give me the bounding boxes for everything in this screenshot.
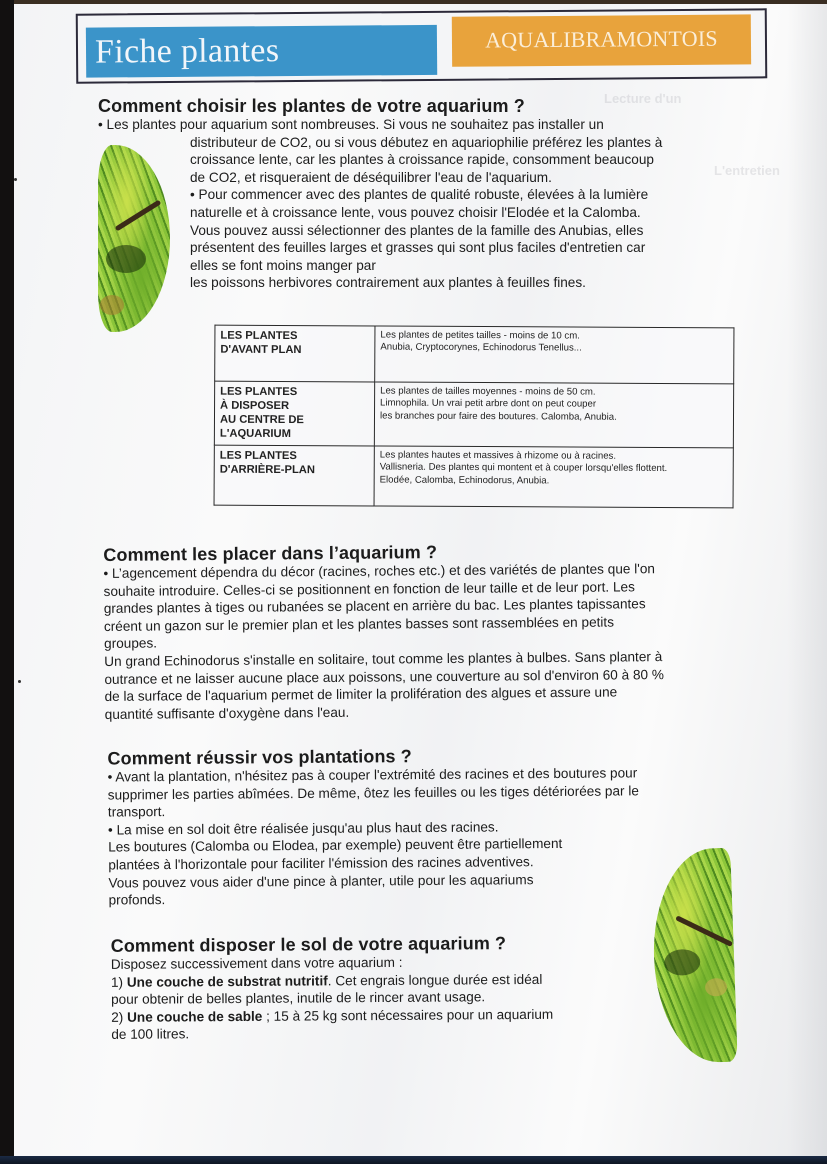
table-row — [214, 381, 733, 448]
text-line: elles se font moins manger par — [190, 257, 376, 273]
table-cell-category — [214, 381, 374, 446]
text-line: plantées à l'horizontale pour faciliter l'émission des racines adventives. — [108, 854, 534, 873]
scan-border-bottom — [0, 1156, 827, 1164]
header-banner — [76, 8, 768, 83]
text-line: Un grand Echinodorus s'installe en solitaire, tout comme les plantes à bulbes. Sans planter à — [104, 649, 663, 669]
section-title: Comment réussir vos plantations ? — [107, 746, 412, 769]
driftwood-detail — [675, 915, 733, 947]
emphasis: Une couche de substrat nutritif — [126, 972, 328, 990]
table-cell-description — [374, 382, 733, 448]
category-line: L'AQUARIUM — [219, 427, 291, 441]
scan-speck — [14, 178, 17, 181]
text-line: outrance et ne laisser aucune place aux poissons, une couverture au sol d'environ 60 à 80 % — [104, 666, 664, 687]
document-page — [14, 4, 827, 1156]
page-title: Fiche plantes — [86, 25, 437, 78]
category-line: LES PLANTES — [219, 449, 297, 463]
category-line: AU CENTRE DE — [219, 413, 304, 427]
table-cell-description — [375, 326, 734, 384]
text-line: créent un gazon sur le premier plan et les plantes basses sont rassemblées en petits — [103, 614, 615, 634]
section-substrate — [111, 932, 652, 1044]
text-line: de CO2, et risqueraient de déséquilibrer l'eau de l'aquarium. — [190, 169, 552, 185]
text-line: profonds. — [108, 892, 166, 908]
text-line: Disposez successivement dans votre aquarium : — [110, 954, 403, 972]
category-line: D'AVANT PLAN — [220, 343, 302, 357]
scan-border-left — [0, 0, 14, 1164]
section-title: Comment les placer dans l’aquarium ? — [103, 542, 438, 565]
emphasis: Une couche de sable — [127, 1008, 263, 1025]
description-line: Les plantes hautes et massives à rhizome ou à racines. — [379, 449, 617, 462]
section-placement — [103, 539, 785, 723]
description-line: Limnophila. Un vrai petit arbre dont on peut couper — [380, 397, 597, 411]
table-row — [214, 445, 733, 508]
list-number: 2) — [111, 1009, 128, 1025]
text-line: distributeur de CO2, ou si vous débutez en aquariophilie préférez les plantes à — [190, 134, 663, 150]
description-line: Les plantes de tailles moyennes - moins de 50 cm. — [380, 385, 596, 398]
section-title: Comment disposer le sol de votre aquarium ? — [110, 933, 507, 956]
section-choose-plants — [98, 96, 758, 292]
text-line: • La mise en sol doit être réalisée jusqu'au plus haut des racines. — [107, 819, 499, 838]
text-line: présentent des feuilles larges et grasses qui sont plus faciles d'entretien car — [190, 240, 646, 256]
show-through-text: L'entretien — [714, 163, 780, 178]
text-line: Vous pouvez aussi sélectionner des plantes de la famille des Anubias, elles — [190, 222, 644, 238]
list-text: ; 15 à 25 kg sont nécessaires pour un aquarium — [262, 1006, 554, 1024]
text-line: Vous pouvez vous aider d'une pince à planter, utile pour les aquariums — [108, 871, 534, 891]
category-line: LES PLANTES — [220, 385, 298, 399]
text-line: croissance lente, car les plantes à croissance rapide, consomment beaucoup — [190, 152, 654, 168]
table-cell-category — [214, 445, 374, 506]
section-body — [103, 559, 784, 723]
section-planting-success — [107, 743, 748, 909]
text-line: • L’agencement dépendra du décor (racines, roches etc.) et des variétés de plantes que l'on — [103, 561, 655, 581]
text-line: supprimer les parties abîmées. De même, ôtez les feuilles ou les tiges détériorées par le — [107, 782, 639, 803]
rock-detail — [705, 978, 728, 997]
text-line: pour obtenir de belles plantes, inutile de le rincer avant usage. — [111, 989, 486, 1008]
shadow-detail — [664, 949, 701, 976]
section-body — [98, 116, 758, 292]
show-through-text: Lecture d'un — [604, 91, 682, 106]
text-line: de 100 litres. — [111, 1026, 190, 1043]
table-cell-description — [374, 446, 733, 508]
list-text: . Cet engrais longue durée est idéal — [327, 971, 543, 988]
club-name: AQUALIBRAMONTOIS — [452, 14, 751, 66]
text-line: souhaite introduire. Celles-ci se positionnent en fonction de leur taille et de leur port. Les — [103, 578, 635, 599]
description-line: Les plantes de petites tailles - moins de 10 cm. — [380, 329, 580, 342]
text-line: transport. — [107, 804, 166, 820]
section-title: Comment choisir les plantes de votre aquarium ? — [98, 96, 525, 116]
description-line: les branches pour faire des boutures. Calomba, Anubia. — [379, 410, 617, 423]
list-number: 1) — [110, 974, 127, 990]
table-cell-category — [215, 325, 375, 382]
text-line: • Avant la plantation, n'hésitez pas à couper l'extrémité des racines et des boutures pour — [107, 765, 638, 785]
plant-placement-table — [214, 325, 735, 509]
text-line: naturelle et à croissance lente, vous pouvez choisir l'Elodée et la Calomba. — [190, 204, 641, 220]
text-line: grandes plantes à tiges ou rubanées se placent en arrière du bac. Les plantes tapissantes — [103, 596, 646, 617]
text-line: • Les plantes pour aquarium sont nombreuses. Si vous ne souhaitez pas installer un — [98, 117, 604, 132]
text-line: • Pour commencer avec des plantes de qualité robuste, élevées à la lumière — [190, 187, 649, 203]
text-line: les poissons herbivores contrairement aux plantes à feuilles fines. — [190, 275, 586, 291]
text-line: quantité suffisante d'oxygène dans l'eau. — [104, 704, 350, 722]
scan-speck — [18, 680, 21, 683]
text-line: groupes. — [104, 635, 158, 652]
section-body — [111, 952, 652, 1044]
description-line: Elodée, Calomba, Echinodorus, Anubia. — [379, 474, 550, 487]
description-line: Anubia, Cryptocorynes, Echinodorus Tenellus... — [380, 341, 582, 354]
category-line: LES PLANTES — [220, 329, 298, 343]
text-line: Les boutures (Calomba ou Elodea, par exemple) peuvent être partiellement — [108, 836, 563, 855]
table-row — [215, 325, 734, 384]
category-line: À DISPOSER — [220, 399, 290, 413]
rock-detail — [100, 295, 124, 315]
text-line: de la surface de l'aquarium permet de limiter la prolifération des algues et assure une — [104, 684, 618, 705]
description-line: Vallisneria. Des plantes qui montent et à couper lorsqu'elles flottent. — [379, 461, 668, 475]
category-line: D'ARRIÈRE-PLAN — [219, 463, 316, 477]
section-body — [108, 763, 749, 909]
